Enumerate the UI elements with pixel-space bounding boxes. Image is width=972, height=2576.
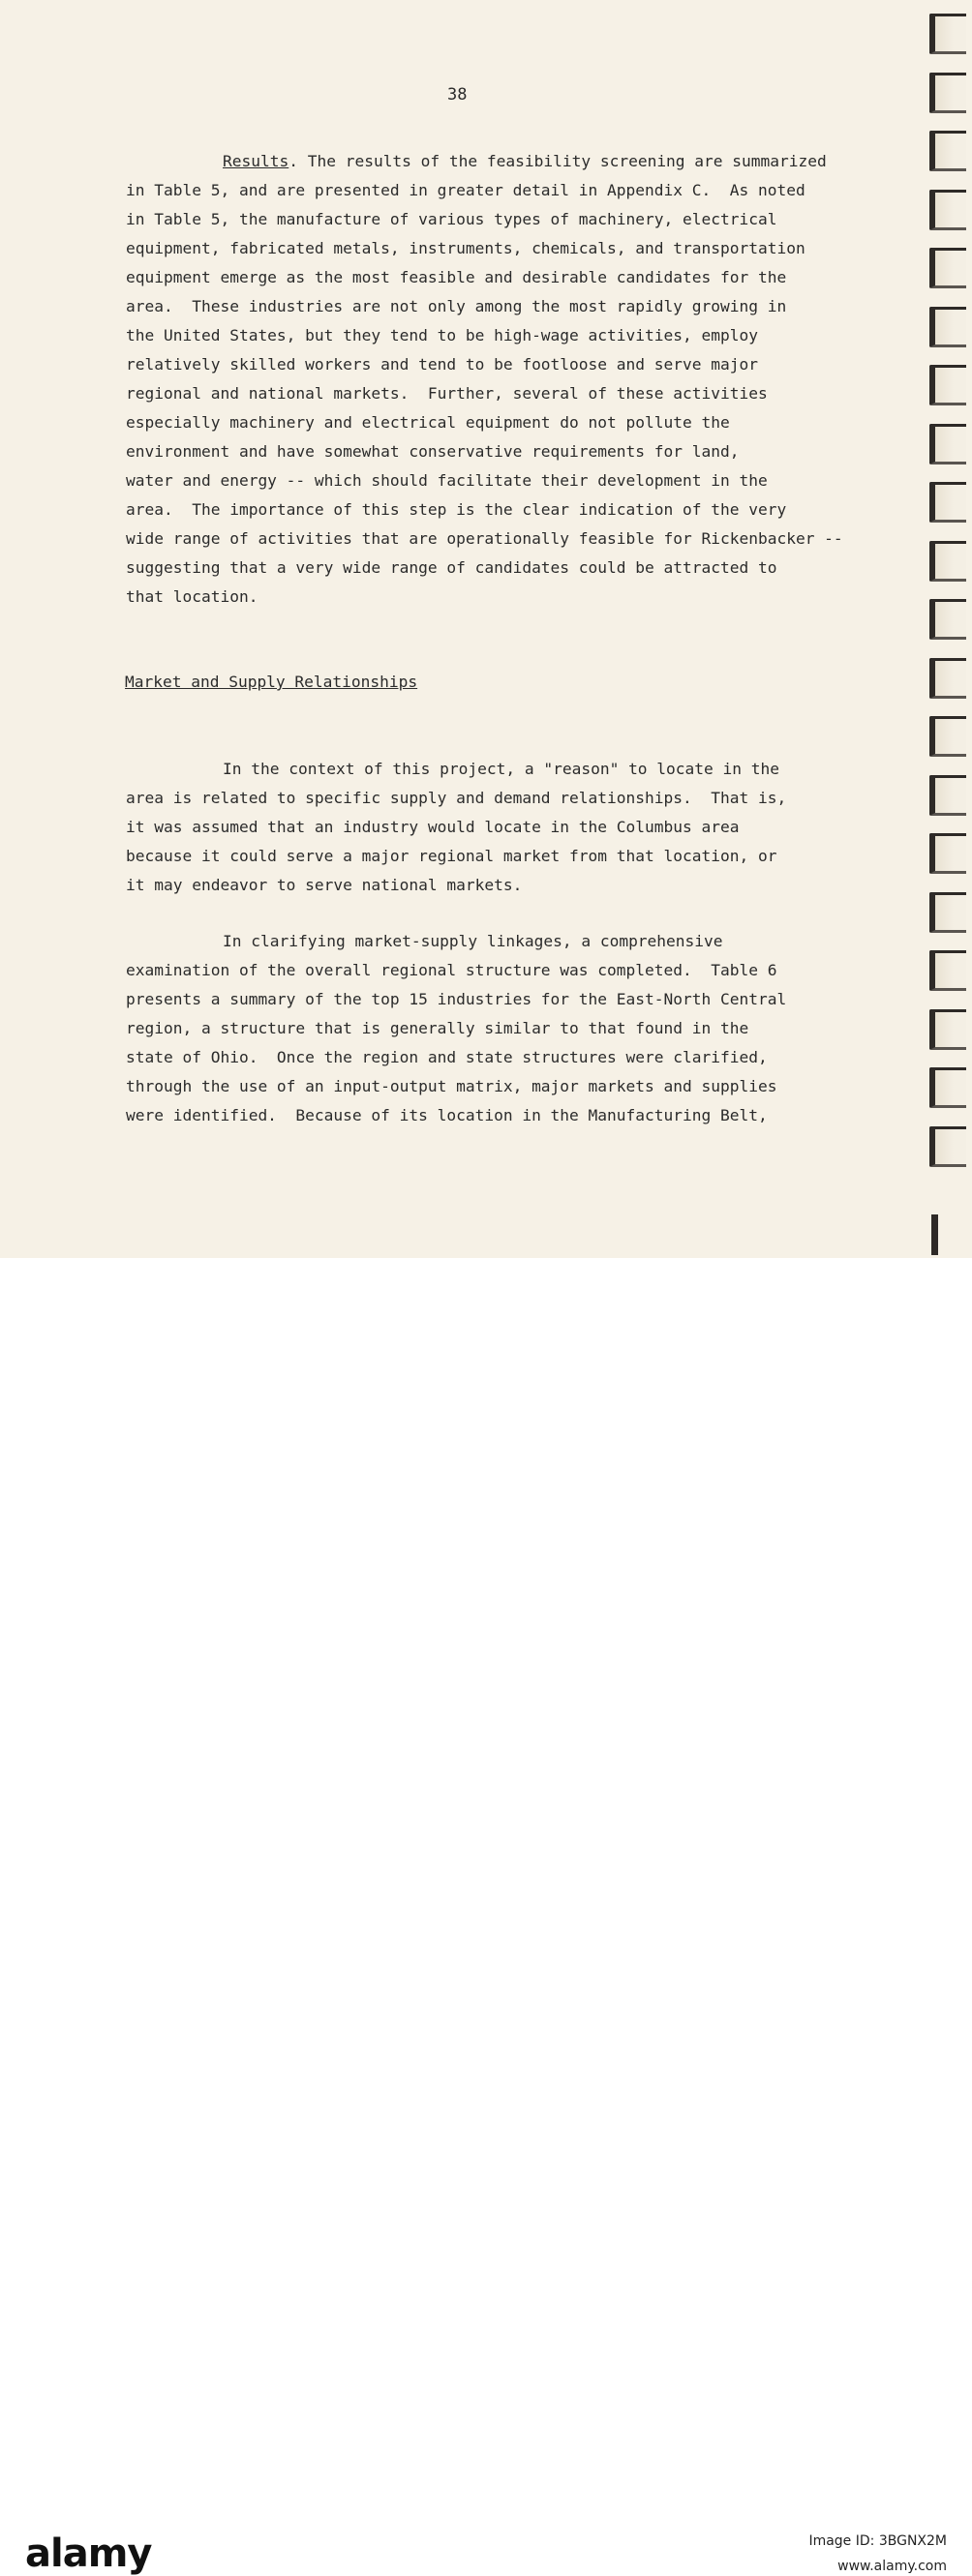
paragraph-line: equipment, fabricated metals, instruments, chemicals, and transportation [126, 239, 805, 257]
binding-ring [929, 541, 966, 582]
binding-ring [929, 1126, 966, 1167]
paragraph-line: state of Ohio. Once the region and state structures were clarified, [126, 1048, 768, 1066]
paragraph-line: examination of the overall regional structure was completed. Table 6 [126, 961, 777, 979]
paragraph-line: in Table 5, and are presented in greater detail in Appendix C. As noted [126, 181, 805, 199]
paragraph-line: through the use of an input-output matrix, major markets and supplies [126, 1077, 777, 1095]
paragraph-line: that location. [126, 587, 258, 606]
paragraph-line: were identified. Because of its location in the Manufacturing Belt, [126, 1106, 768, 1124]
paragraph-line: Results. The results of the feasibility screening are summarized [223, 152, 827, 170]
section-heading: Market and Supply Relationships [125, 673, 418, 691]
paragraph-line: the United States, but they tend to be high-wage activities, employ [126, 326, 758, 344]
paragraph-line: especially machinery and electrical equipment do not pollute the [126, 413, 730, 432]
page-number: 38 [447, 85, 468, 105]
binding-ring [929, 775, 966, 816]
paragraph-line: relatively skilled workers and tend to be footloose and serve major [126, 355, 758, 374]
paragraph-line: it may endeavor to serve national markets. [126, 876, 523, 894]
paragraph-line: suggesting that a very wide range of candidates could be attracted to [126, 558, 777, 577]
binding-ring [929, 658, 966, 699]
spiral-binding [924, 0, 972, 1258]
paragraph-line: area is related to specific supply and demand relationships. That is, [126, 789, 787, 807]
document-page [0, 0, 972, 1258]
image-id-label: Image ID: 3BGNX2M [808, 2533, 947, 2549]
alamy-logo: alamy [25, 2531, 152, 2576]
binding-ring [929, 833, 966, 874]
binding-ring [929, 1009, 966, 1050]
results-lead: Results [223, 152, 289, 170]
binding-ring [929, 482, 966, 523]
paragraph-context [126, 755, 881, 900]
binding-ring [929, 14, 966, 54]
paragraph-results [126, 147, 881, 612]
watermark-footer [0, 1258, 972, 2576]
binding-ring [929, 73, 966, 113]
binding-ring [929, 190, 966, 230]
binding-ring [929, 892, 966, 933]
binding-ring [929, 248, 966, 288]
paragraph-line: area. These industries are not only among the most rapidly growing in [126, 297, 787, 315]
paragraph-line: because it could serve a major regional market from that location, or [126, 847, 777, 865]
paragraph-line: in Table 5, the manufacture of various types of machinery, electrical [126, 210, 777, 228]
binding-ring [929, 131, 966, 171]
paragraph-line: water and energy -- which should facilitate their development in the [126, 471, 768, 490]
paragraph-line: it was assumed that an industry would locate in the Columbus area [126, 818, 740, 836]
paragraph-line: In the context of this project, a "reason" to locate in the [223, 760, 779, 778]
binding-ring [929, 599, 966, 640]
site-url: www.alamy.com [837, 2559, 947, 2574]
paragraph-line: In clarifying market-supply linkages, a comprehensive [223, 932, 723, 950]
paragraph-line: wide range of activities that are operationally feasible for Rickenbacker -- [126, 529, 843, 548]
binding-ring [931, 1214, 938, 1255]
paragraph-line: presents a summary of the top 15 industries for the East-North Central [126, 990, 787, 1008]
paragraph-line: region, a structure that is generally similar to that found in the [126, 1019, 749, 1037]
paragraph-line: regional and national markets. Further, several of these activities [126, 384, 768, 403]
binding-ring [929, 365, 966, 405]
paragraph-line: environment and have somewhat conservative requirements for land, [126, 442, 740, 461]
paragraph-line: area. The importance of this step is the clear indication of the very [126, 500, 787, 519]
binding-ring [929, 424, 966, 464]
binding-ring [929, 1067, 966, 1108]
paragraph-line: equipment emerge as the most feasible and desirable candidates for the [126, 268, 787, 286]
binding-ring [929, 950, 966, 991]
paragraph-linkages [126, 927, 881, 1130]
binding-ring [929, 307, 966, 347]
binding-ring [929, 716, 966, 757]
